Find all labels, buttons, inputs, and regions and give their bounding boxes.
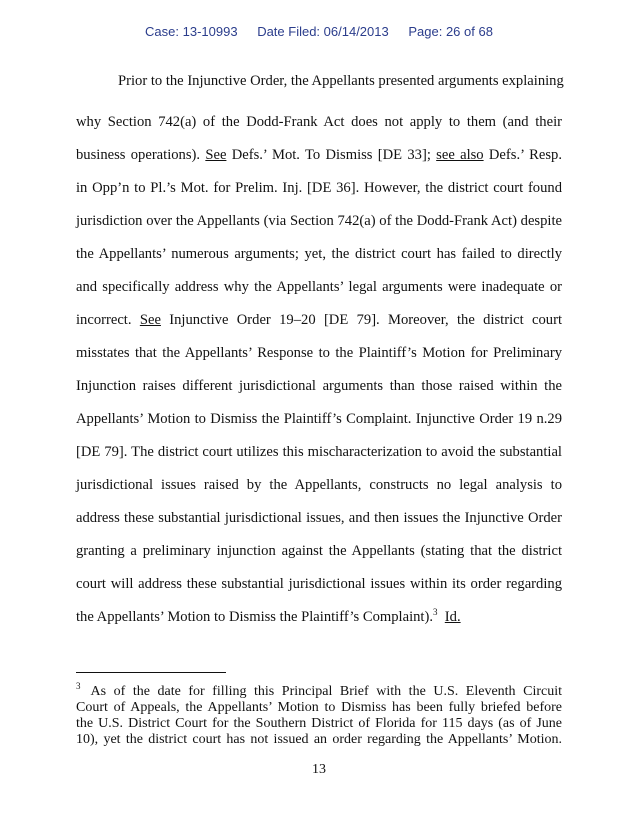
text-fragment: incorrect. — [76, 312, 140, 328]
page-count: Page: 26 of 68 — [408, 24, 493, 39]
text-fragment: Injunctive Order 19–20 [DE 79]. Moreover, the district court — [160, 312, 562, 328]
text-fragment: business operations). — [76, 147, 206, 163]
footnote-line — [76, 681, 562, 700]
text-line: Appellants’ Motion to Dismiss the Plaintiff’s Complaint. Injunctive Order 19 n.29 — [76, 411, 562, 427]
text-fragment: Defs.’ Resp. — [483, 147, 562, 163]
text-line — [76, 608, 562, 626]
footnote-line: Court of Appeals, the Appellants’ Motion to Dismiss has been fully briefed before — [76, 700, 562, 715]
text-line: in Opp’n to Pl.’s Mot. for Prelim. Inj. [DE 36]. However, the district court found — [76, 180, 562, 196]
footnote-line: the U.S. District Court for the Southern District of Florida for 115 days (as of June — [76, 716, 562, 731]
text-line: jurisdictional issues raised by the Appellants, constructs no legal analysis to — [76, 477, 562, 493]
text-fragment: Defs.’ Mot. To Dismiss [DE 33]; — [226, 147, 437, 163]
text-line: [DE 79]. The district court utilizes this mischaracterization to avoid the substantial — [76, 444, 562, 460]
footnote-line: 10), yet the district court has not issued an order regarding the Appellants’ Motion. — [76, 732, 562, 747]
text-line — [76, 146, 562, 164]
text-line: address these substantial jurisdictional issues, and then issues the Injunctive Order — [76, 510, 562, 526]
text-line — [76, 311, 562, 329]
citation-signal: See — [205, 147, 227, 163]
date-filed: Date Filed: 06/14/2013 — [257, 24, 389, 39]
text-line: Injunction raises different jurisdictional arguments than those raised within the — [76, 378, 562, 394]
text-line: the Appellants’ numerous arguments; yet, the district court has failed to directly — [76, 246, 562, 262]
page-number: 13 — [312, 762, 326, 777]
footnote-text: As of the date for filling this Principal Brief with the U.S. Eleventh Circuit — [90, 684, 562, 699]
text-line: granting a preliminary injunction against the Appellants (stating that the district — [76, 543, 562, 559]
text-line: Prior to the Injunctive Order, the Appellants presented arguments explaining — [118, 73, 564, 89]
text-line: court will address these substantial jurisdictional issues within its order regarding — [76, 576, 562, 592]
text-line: misstates that the Appellants’ Response to the Plaintiff’s Motion for Preliminary — [76, 345, 562, 361]
text-fragment: the Appellants’ Motion to Dismiss the Plaintiff’s Complaint). — [76, 609, 433, 625]
case-header — [0, 24, 638, 39]
text-line: and specifically address why the Appellants’ legal arguments were inadequate or — [76, 279, 562, 295]
footnote-marker: 3 — [76, 681, 81, 691]
footnote-divider — [76, 672, 226, 673]
case-number: Case: 13-10993 — [145, 24, 238, 39]
citation-id: Id. — [444, 609, 461, 625]
citation-signal: See — [139, 312, 161, 328]
footnote-reference: 3 — [433, 607, 438, 617]
text-line: jurisdiction over the Appellants (via Section 742(a) of the Dodd-Frank Act) despite — [76, 213, 562, 229]
citation-signal: see also — [436, 147, 484, 163]
text-line: why Section 742(a) of the Dodd-Frank Act does not apply to them (and their — [76, 114, 562, 130]
